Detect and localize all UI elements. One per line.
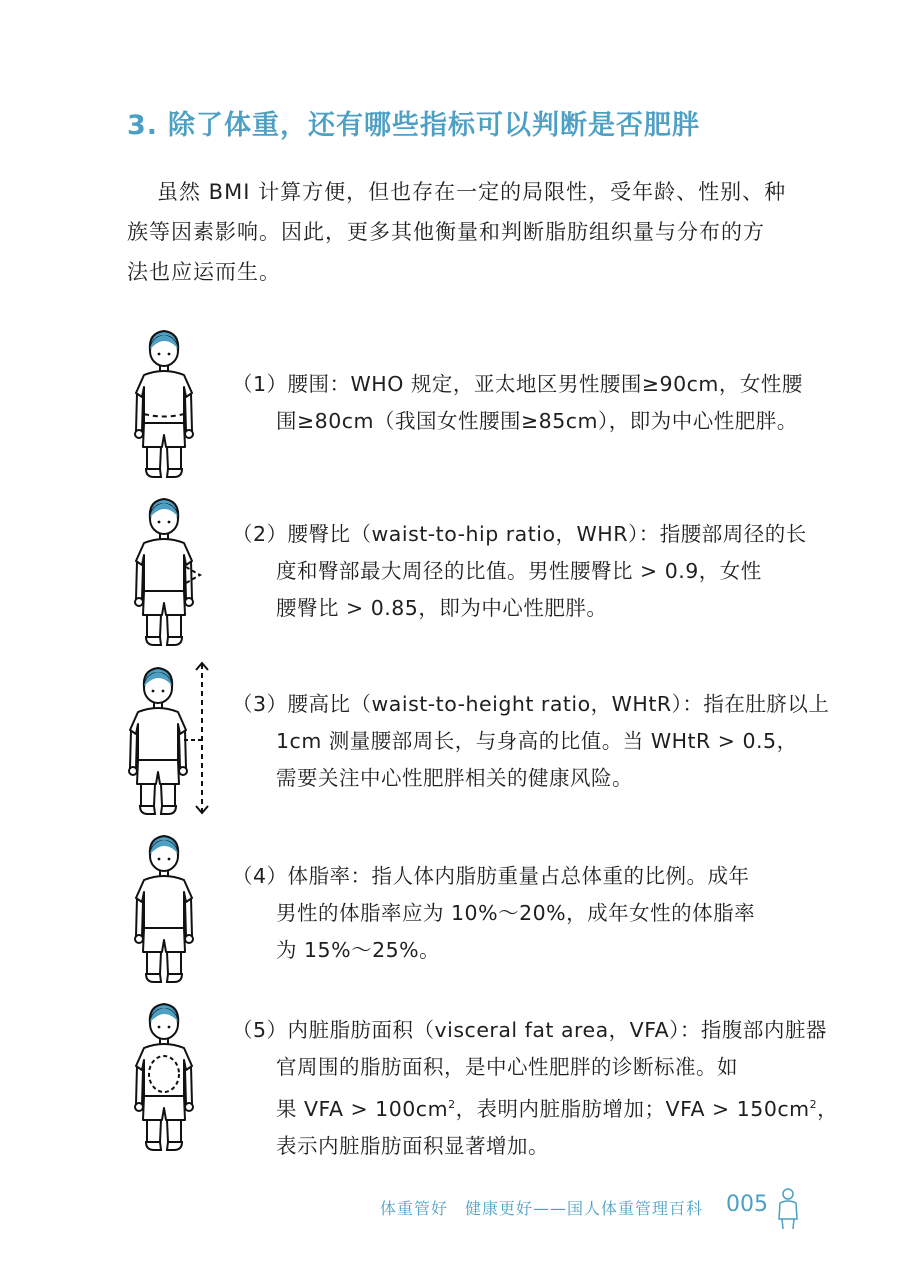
item-text: 果 VFA > 100cm — [276, 1096, 449, 1121]
item-line: （4）体脂率：指人体内脂肪重量占总体重的比例。成年 — [232, 864, 750, 888]
item-line: （2）腰臀比（waist-to-hip ratio，WHR）：指腰部周径的长 — [232, 522, 807, 546]
waist-circumference-figure — [118, 327, 213, 482]
page-number: 005 — [726, 1192, 768, 1217]
body-fat-figure — [118, 832, 213, 987]
item-line: 1cm 测量腰部周长，与身高的比值。当 WHtR > 0.5， — [276, 729, 798, 753]
visceral-fat-figure — [118, 1000, 213, 1155]
indicator-item-whtr — [232, 686, 830, 797]
item-line — [232, 1086, 839, 1128]
superscript: 2 — [809, 1098, 818, 1111]
item-line: 度和臀部最大周径的比值。男性腰臀比 > 0.9，女性 — [276, 559, 762, 583]
indicator-item-vfa — [232, 1012, 839, 1165]
person-icon — [776, 1187, 800, 1231]
footer-title: 体重管好 健康更好——国人体重管理百科 — [380, 1199, 704, 1218]
intro-line: 法也应运而生。 — [127, 260, 281, 284]
indicator-item-waist — [232, 366, 812, 440]
intro-line: 虽然 BMI 计算方便，但也存在一定的局限性，受年龄、性别、种 — [157, 180, 787, 204]
indicator-item-body-fat — [232, 858, 812, 969]
section-title: 除了体重，还有哪些指标可以判断是否肥胖 — [168, 110, 701, 141]
item-line: （5）内脏脂肪面积（visceral fat area，VFA）：指腹部内脏器 — [232, 1018, 827, 1042]
item-line: （1）腰围：WHO 规定，亚太地区男性腰围≥90cm，女性腰 — [232, 372, 803, 396]
waist-hip-ratio-figure — [118, 495, 213, 650]
item-line: 表示内脏脂肪面积显著增加。 — [276, 1133, 549, 1158]
item-text: ，表明内脏脂肪增加；VFA > 150cm — [455, 1096, 810, 1121]
section-heading — [127, 103, 700, 142]
item-line: 需要关注中心性肥胖相关的健康风险。 — [276, 766, 633, 790]
item-line: 官周围的脂肪面积，是中心性肥胖的诊断标准。如 — [276, 1055, 738, 1079]
item-line: 腰臀比 > 0.85，即为中心性肥胖。 — [276, 596, 608, 620]
intro-line: 族等因素影响。因此，更多其他衡量和判断脂肪组织量与分布的方 — [127, 220, 765, 244]
item-line: 为 15%～25%。 — [276, 938, 441, 962]
item-text: ， — [817, 1096, 839, 1121]
item-line: 围≥80cm（我国女性腰围≥85cm），即为中心性肥胖。 — [276, 409, 798, 433]
indicator-item-whr — [232, 516, 812, 627]
section-number: 3. — [127, 110, 159, 141]
intro-paragraph — [127, 172, 807, 292]
item-line: 男性的体脂率应为 10%～20%，成年女性的体脂率 — [276, 901, 756, 925]
item-line: （3）腰高比（waist-to-height ratio，WHtR）：指在肚脐以上 — [232, 692, 830, 716]
waist-height-ratio-figure — [118, 660, 213, 820]
superscript: 2 — [448, 1098, 456, 1111]
